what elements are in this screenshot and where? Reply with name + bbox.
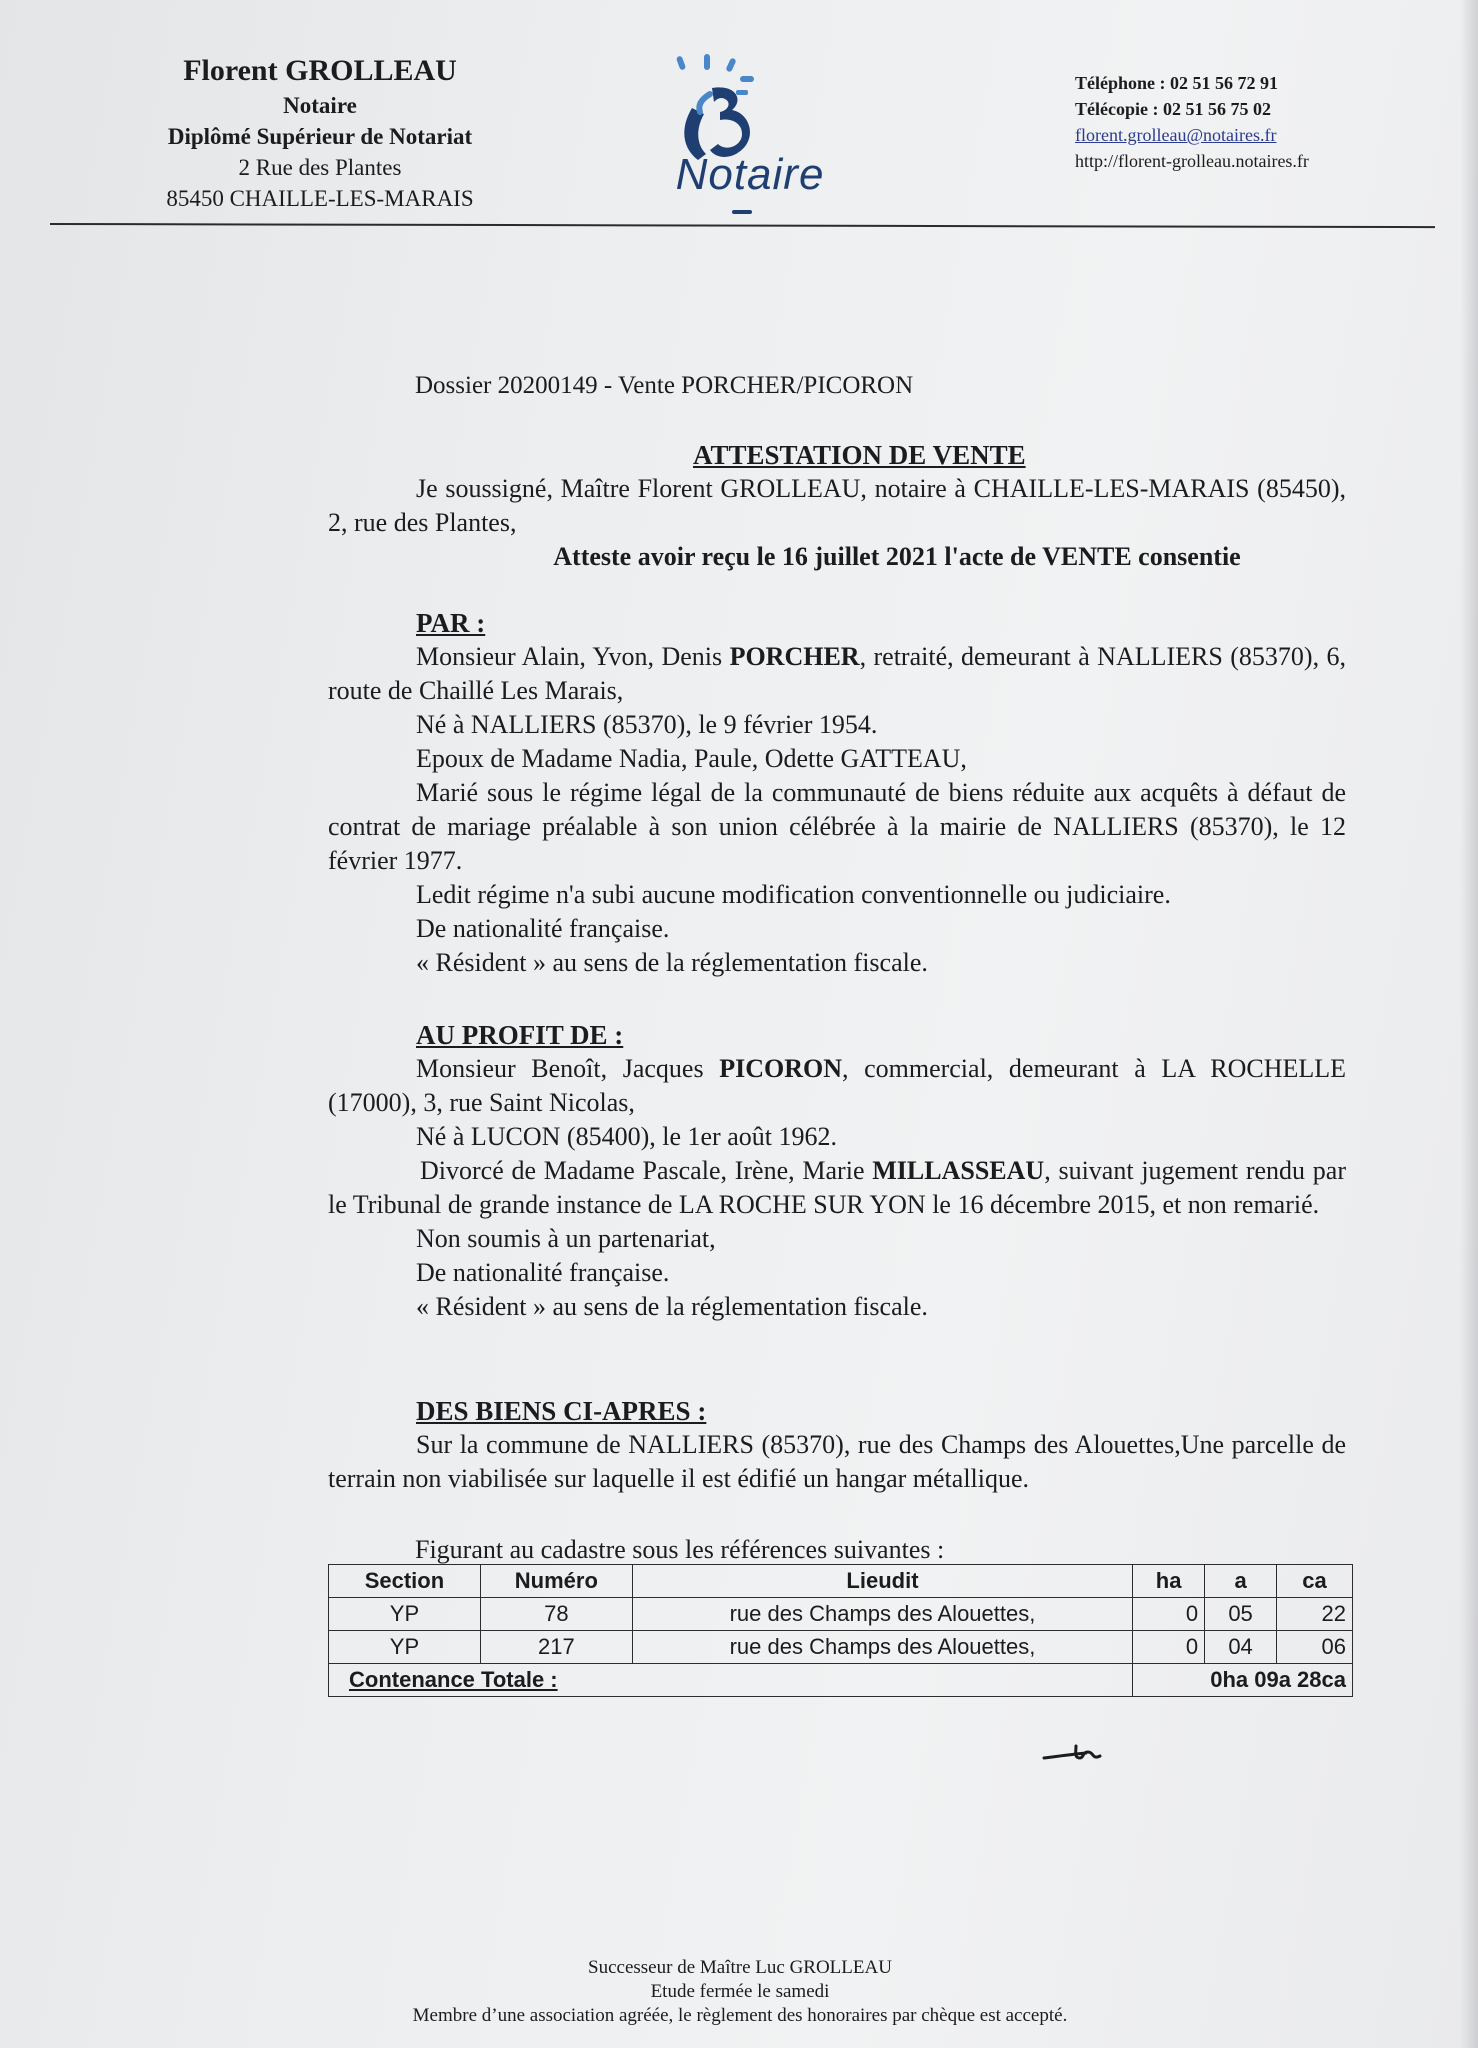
buyer-heading: AU PROFIT DE :: [416, 1020, 624, 1050]
buyer-nationality: De nationalité française.: [416, 1258, 670, 1287]
buyer-given-names: Monsieur Benoît, Jacques: [416, 1054, 720, 1083]
cell-section: YP: [329, 1598, 481, 1631]
cadastre-intro: Figurant au cadastre sous les références suivantes :: [415, 1535, 945, 1564]
seller-regime-nomod: Ledit régime n'a subi aucune modification conventionnelle ou judiciaire.: [416, 880, 1171, 909]
col-header-section: Section: [329, 1565, 481, 1598]
notaire-logo-icon: [640, 48, 860, 228]
ex-spouse-surname: MILLASSEAU: [872, 1156, 1045, 1185]
notary-title: Notaire: [283, 93, 357, 118]
col-header-ha: ha: [1133, 1565, 1205, 1598]
document-title: ATTESTATION DE VENTE: [693, 440, 1026, 470]
initials-signature-icon: [1040, 1740, 1120, 1770]
cell-ca: 22: [1277, 1598, 1353, 1631]
cell-ha: 0: [1133, 1598, 1205, 1631]
total-label: Contenance Totale :: [329, 1664, 1133, 1697]
buyer-divorce: [328, 1154, 1346, 1222]
dossier-reference: Dossier 20200149 - Vente PORCHER/PICORON: [415, 372, 914, 399]
letterhead-contact: [1075, 70, 1395, 174]
notary-name: Florent GROLLEAU: [183, 54, 457, 87]
total-value: 0ha 09a 28ca: [1133, 1664, 1353, 1697]
buyer-birth: Né à LUCON (85400), le 1er août 1962.: [416, 1122, 837, 1151]
cell-numero: 217: [480, 1631, 632, 1664]
cell-lieudit: rue des Champs des Alouettes,: [632, 1631, 1132, 1664]
footer-successor: Successeur de Maître Luc GROLLEAU: [588, 1957, 892, 1978]
divorce-text-start: Divorcé de Madame Pascale, Irène, Marie: [420, 1156, 873, 1185]
phone-number: Téléphone : 02 51 56 72 91: [1075, 73, 1279, 93]
col-header-numero: Numéro: [480, 1565, 632, 1598]
seller-surname: PORCHER: [729, 642, 860, 671]
page-edge-shadow: [1460, 0, 1478, 2048]
cell-ha: 0: [1133, 1631, 1205, 1664]
seller-nationality: De nationalité française.: [416, 914, 670, 943]
footer-closing-day: Etude fermée le samedi: [650, 1981, 830, 2002]
notary-diploma: Diplômé Supérieur de Notariat: [167, 124, 473, 149]
intro-section: [328, 472, 1346, 574]
cell-a: 05: [1205, 1598, 1277, 1631]
cell-a: 04: [1205, 1631, 1277, 1664]
col-header-ca: ca: [1277, 1565, 1353, 1598]
divorce-text-end: , suivant jugement rendu par le Tribunal de grande instance de LA ROCHE SUR YON le 16 décembre 2015, et non remarié.: [328, 1156, 1346, 1219]
table-total-row: [329, 1664, 1353, 1697]
table-row: [329, 1631, 1353, 1664]
seller-identity: [328, 640, 1346, 708]
seller-birth: Né à NALLIERS (85370), le 9 février 1954.: [416, 710, 878, 739]
cadastre-table: [328, 1564, 1353, 1697]
cell-numero: 78: [480, 1598, 632, 1631]
notary-city: 85450 CHAILLE-LES-MARAIS: [166, 186, 474, 211]
seller-regime: Marié sous le régime légal de la communauté de biens réduite aux acquêts à défaut de contrat de mariage préalable à son union célébrée à la mairie de NALLIERS (85370), le 12 février 1977.: [328, 778, 1346, 875]
seller-residence: « Résident » au sens de la réglementation fiscale.: [416, 948, 928, 977]
footer-association: Membre d’une association agréée, le règlement des honoraires par chèque est accepté.: [412, 2005, 1068, 2026]
table-header-row: [329, 1565, 1353, 1598]
cell-ca: 06: [1277, 1631, 1353, 1664]
col-header-lieudit: Lieudit: [632, 1565, 1132, 1598]
table-row: [329, 1598, 1353, 1631]
letterhead-footer: [300, 1956, 1180, 2028]
buyer-address: , commercial, demeurant à LA ROCHELLE (17000), 3, rue Saint Nicolas,: [328, 1054, 1347, 1117]
seller-given-names: Monsieur Alain, Yvon, Denis: [416, 642, 730, 671]
buyer-partnership: Non soumis à un partenariat,: [416, 1224, 716, 1253]
website-link[interactable]: http://florent-grolleau.notaires.fr: [1075, 151, 1309, 171]
intro-text: Je soussigné, Maître Florent GROLLEAU, notaire à CHAILLE-LES-MARAIS (85450), 2, rue des Plantes,: [328, 474, 1346, 537]
fax-number: Télécopie : 02 51 56 75 02: [1075, 99, 1271, 119]
property-description: Sur la commune de NALLIERS (85370), rue des Champs des Alouettes,Une parcelle de terrain non viabilisée sur laquelle il est édifié un hangar métallique.: [328, 1430, 1346, 1493]
seller-heading: PAR :: [416, 608, 486, 638]
buyer-surname: PICORON: [719, 1054, 842, 1083]
buyer-identity: [328, 1052, 1346, 1120]
property-section: [328, 1394, 1346, 1496]
col-header-a: a: [1205, 1565, 1277, 1598]
email-link[interactable]: florent.grolleau@notaires.fr: [1075, 125, 1277, 145]
property-heading: DES BIENS CI-APRES :: [416, 1396, 707, 1426]
letterhead-address: [120, 52, 520, 214]
notary-street: 2 Rue des Plantes: [238, 155, 402, 180]
buyer-section: [328, 1018, 1346, 1324]
cell-section: YP: [329, 1631, 481, 1664]
seller-section: [328, 606, 1346, 980]
logo-wordmark: Notaire: [675, 150, 825, 199]
attestation-statement: Atteste avoir reçu le 16 juillet 2021 l'acte de VENTE consentie: [553, 542, 1241, 571]
cell-lieudit: rue des Champs des Alouettes,: [632, 1598, 1132, 1631]
seller-spouse: Epoux de Madame Nadia, Paule, Odette GATTEAU,: [416, 744, 967, 773]
buyer-residence: « Résident » au sens de la réglementation fiscale.: [416, 1292, 928, 1321]
seller-address: , retraité, demeurant à NALLIERS (85370), 6, route de Chaillé Les Marais,: [328, 642, 1346, 705]
